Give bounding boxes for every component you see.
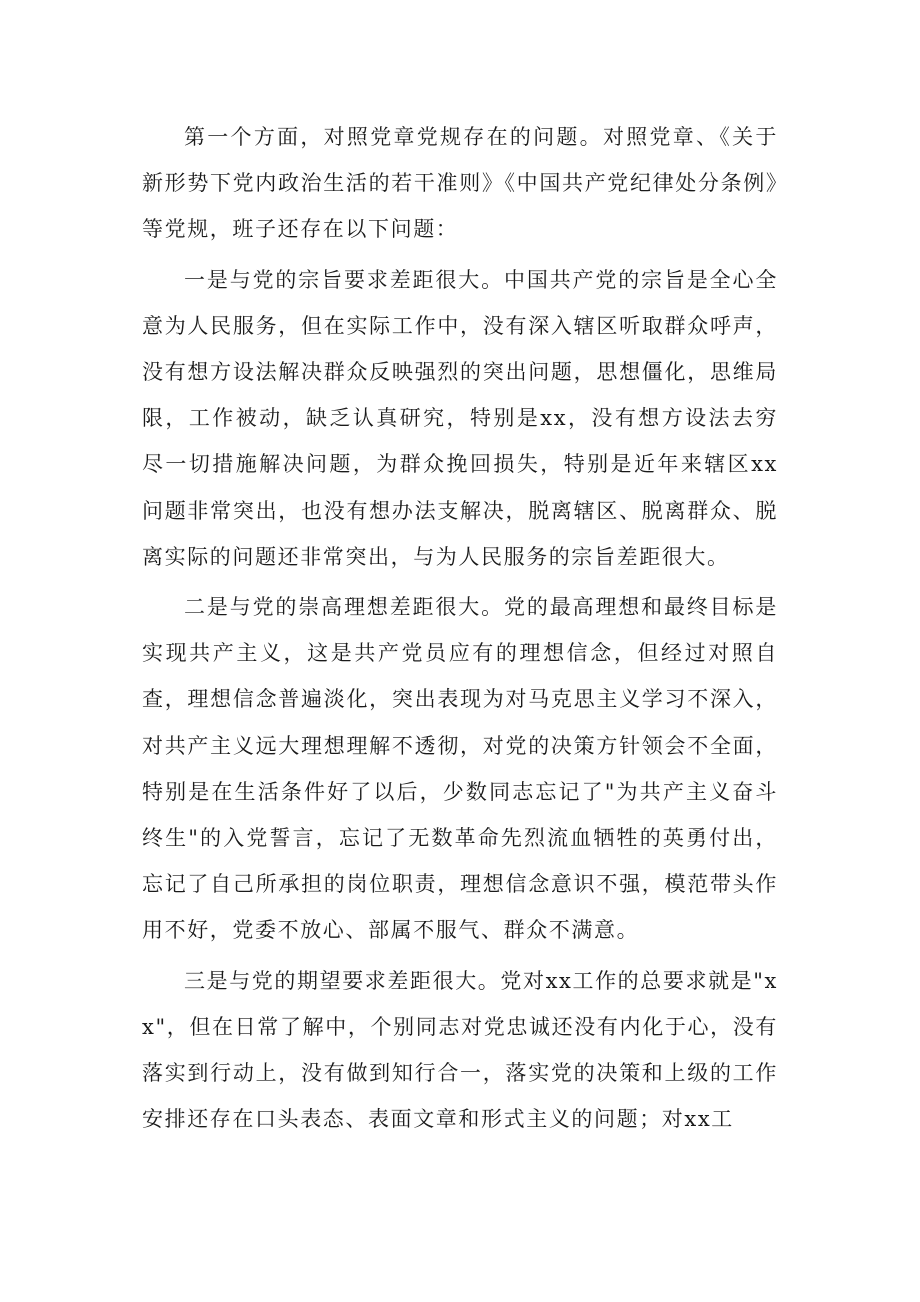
document-page xyxy=(142,114,778,1142)
paragraph-point-one: 一是与党的宗旨要求差距很大。中国共产党的宗旨是全心全意为人民服务，但在实际工作中，没有深入辖区听取群众呼声，没有想方设法解决群众反映强烈的突出问题，思想僵化，思维局限，工作被动，缺乏认真研究，特别是xx，没有想方设法去穷尽一切措施解决问题，为群众挽回损失，特别是近年来辖区xx问题非常突出，也没有想办法支解决，脱离辖区、脱离群众、脱离实际的问题还非常突出，与为人民服务的宗旨差距很大。 xyxy=(142,267,778,569)
paragraph-section-intro: 第一个方面，对照党章党规存在的问题。对照党章、《关于新形势下党内政治生活的若干准则》《中国共产党纪律处分条例》等党规，班子还存在以下问题： xyxy=(142,125,778,242)
paragraph-point-two: 二是与党的崇高理想差距很大。党的最高理想和最终目标是实现共产主义，这是共产党员应有的理想信念，但经过对照自查，理想信念普遍淡化，突出表现为对马克思主义学习不深入，对共产主义远大理想理解不透彻，对党的决策方针领会不全面，特别是在生活条件好了以后，少数同志忘记了"为共产主义奋斗终生"的入党誓言，忘记了无数革命先烈流血牺牲的英勇付出，忘记了自己所承担的岗位职责，理想信念意识不强，模范带头作用不好，党委不放心、部属不服气、群众不满意。 xyxy=(142,595,778,943)
paragraph-point-three: 三是与党的期望要求差距很大。党对xx工作的总要求就是"xx"，但在日常了解中，个别同志对党忠诚还没有内化于心，没有落实到行动上，没有做到知行合一，落实党的决策和上级的工作安排还存在口头表态、表面文章和形式主义的问题；对xx工 xyxy=(142,968,778,1132)
